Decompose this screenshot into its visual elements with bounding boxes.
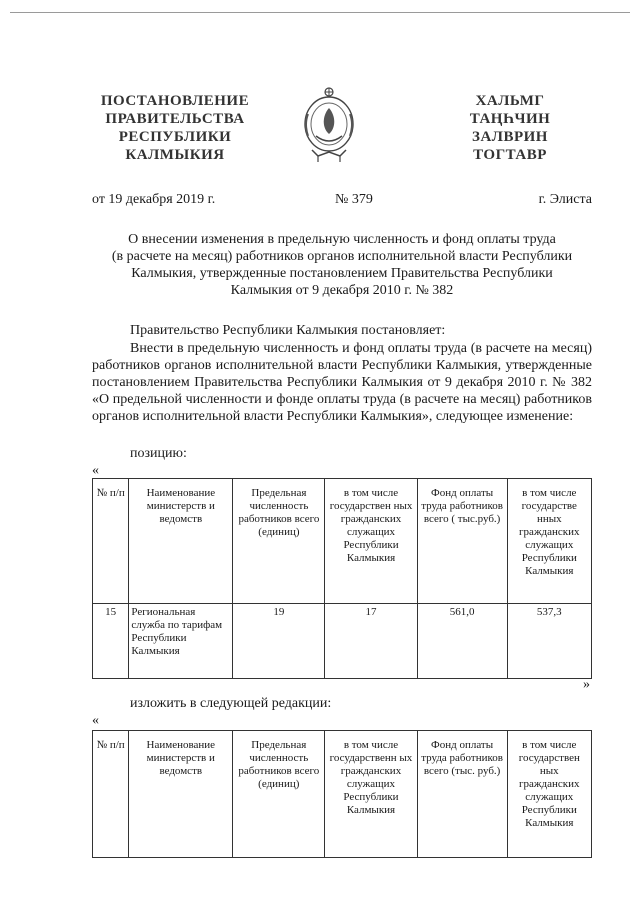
title-line: О внесении изменения в предельную численность и фонд оплаты труда	[128, 232, 556, 247]
header-right	[440, 92, 580, 164]
header-left-line: КАЛМЫКИЯ	[125, 147, 225, 163]
header-right-line: ЗАЛВРИН	[472, 129, 548, 145]
header-cell: Предельная численность работников всего (единиц)	[233, 731, 325, 858]
header-cell: Наименование министерств и ведомств	[129, 479, 233, 604]
main-paragraph: Внести в предельную численность и фонд оплаты труда (в расчете на месяц) работников органов исполнительной власти Республики Калмыкия, утвержденные постановлением Правительства Республики Калмыкия от 9 декабря 2010 г. № 382 «О предельной численности и фонде оплаты труда (в расчете на месяц) работников органов исполнительной власти Республики Калмыкия», следующее изменение:	[92, 341, 592, 424]
row-cell: 537,3	[507, 604, 591, 679]
header-left-line: ПОСТАНОВЛЕНИЕ	[100, 93, 250, 109]
table-row	[93, 604, 592, 679]
state-emblem-icon	[298, 84, 360, 164]
header-cell: в том числе государствен ных гражданских служащих Республики Калмыкия	[325, 479, 417, 604]
document-date: от 19 декабря 2019 г.	[92, 192, 216, 207]
row-cell: 15	[93, 604, 129, 679]
document-city: г. Элиста	[538, 192, 592, 207]
header-right-line: ХАЛЬМГ	[475, 93, 545, 109]
header-left-line: ПРАВИТЕЛЬСТВА	[105, 111, 245, 127]
header-cell: Предельная численность работников всего (единиц)	[233, 479, 325, 604]
row-cell: Региональная служба по тарифам Республики Калмыкия	[129, 604, 233, 679]
open-quote: «	[92, 713, 99, 728]
table-new	[92, 730, 592, 858]
title-line: (в расчете на месяц) работников органов исполнительной власти Республики	[111, 249, 573, 264]
title-line: Калмыкия от 9 декабря 2010 г. № 382	[230, 283, 454, 298]
header-cell: Фонд оплаты труда работников всего ( тыс.руб.)	[417, 479, 507, 604]
header-right-line: ТОГТАВР	[473, 147, 547, 163]
row-cell: 19	[233, 604, 325, 679]
row-cell: 17	[325, 604, 417, 679]
top-rule	[10, 12, 630, 13]
new-edition-label: изложить в следующей редакции:	[130, 696, 332, 711]
header-cell: Фонд оплаты труда работников всего (тыс. руб.)	[417, 731, 507, 858]
header-cell: Наименование министерств и ведомств	[129, 731, 233, 858]
header-cell: в том числе государстве нных гражданских служащих Республики Калмыкия	[507, 479, 591, 604]
row-cell: 561,0	[417, 604, 507, 679]
header-cell: № п/п	[93, 731, 129, 858]
title-line: Калмыкия, утвержденные постановлением Правительства Республики	[131, 266, 553, 281]
document-title	[92, 231, 592, 299]
document-number: № 379	[335, 192, 373, 207]
header-cell: в том числе государствен ных гражданских служащих Республики Калмыкия	[507, 731, 591, 858]
position-label: позицию:	[130, 446, 187, 461]
header-left-line: РЕСПУБЛИКИ	[118, 129, 232, 145]
intro-paragraph: Правительство Республики Калмыкия постановляет:	[130, 323, 446, 338]
header-cell: в том числе государственн ых гражданских служащих Республики Калмыкия	[325, 731, 417, 858]
header-left	[95, 92, 255, 164]
header-cell: № п/п	[93, 479, 129, 604]
close-quote: »	[583, 677, 590, 692]
table-current	[92, 478, 592, 679]
open-quote: «	[92, 463, 99, 478]
table-header-row	[93, 731, 592, 858]
table-header-row	[93, 479, 592, 604]
header-right-line: ТАҢҺЧИН	[469, 111, 551, 127]
